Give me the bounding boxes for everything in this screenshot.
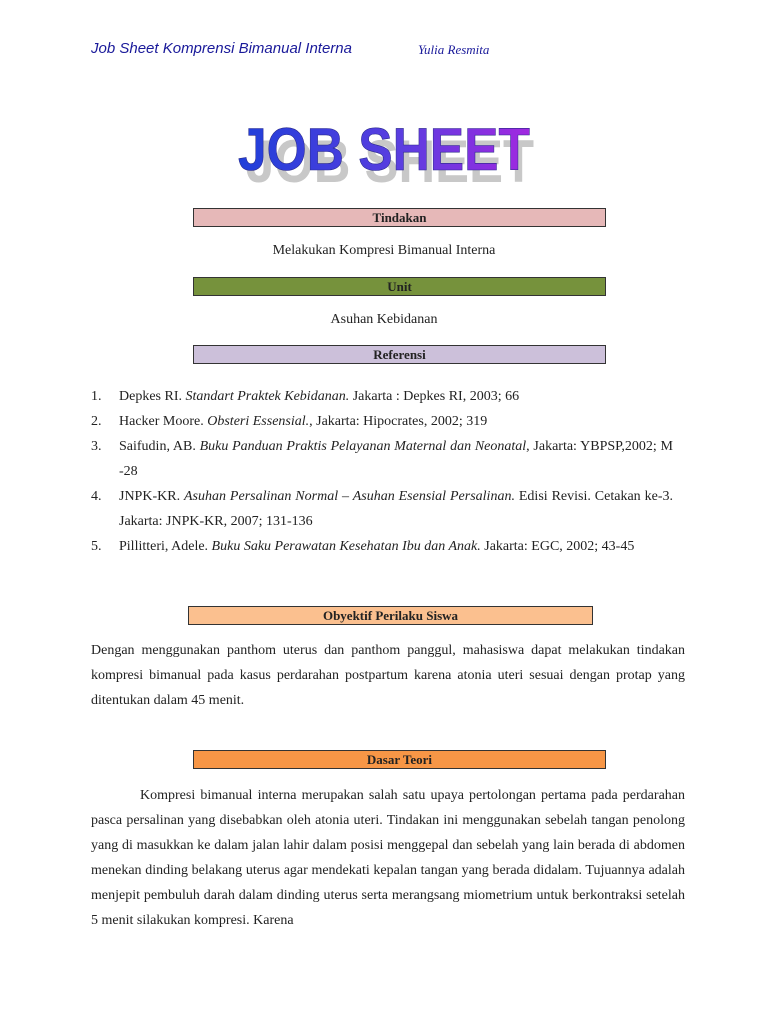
reference-list (91, 384, 673, 559)
document-author: Yulia Resmita (418, 42, 490, 57)
reference-publisher: Jakarta: EGC, 2002; 43-45 (480, 539, 635, 554)
dasar-teori-text: Kompresi bimanual interna merupakan salah satu upaya pertolongan pertama pada perdarahan pasca persalinan yang disebabkan oleh atonia uteri. Tindakan ini menggunakan sebelah tangan penolong yang di masukkan ke dalam jalan lahir dalam posisi menggepal dan sebelah yang lain berada di abdomen menekan dinding belakang uterus agar mendekati kepalan tangan yang berada didalam. Tujuannya adalah menjepit pembuluh darah dalam dinding uterus serta merangsang miometrium untuk berkontraksi setelah 5 menit silakukan kompresi. Karena (91, 788, 685, 928)
reference-title: Asuhan Persalinan Normal – Asuhan Esensial Persalinan. (184, 489, 515, 504)
document-header-title: Job Sheet Komprensi Bimanual Interna (91, 40, 352, 57)
wordart-main: JOB SHEET (238, 116, 530, 183)
reference-item (91, 484, 673, 534)
wordart-shadow: JOB SHEET (246, 128, 534, 190)
reference-item (91, 409, 673, 434)
reference-author: Pillitteri, Adele. (119, 539, 212, 554)
reference-number: 2. (91, 414, 102, 429)
obyektif-text: Dengan menggunakan panthom uterus dan panthom panggul, mahasiswa dapat melakukan tindakan kompresi bimanual pada kasus perdarahan postpartum karena atonia uteri sesuai dengan protap yang ditentukan dalam 45 menit. (91, 643, 685, 708)
unit-heading: Unit (193, 277, 606, 296)
reference-title: Obsteri Essensial. (207, 414, 310, 429)
reference-item (91, 534, 673, 559)
reference-title: Buku Panduan Praktis Pelayanan Maternal dan Neonatal (199, 439, 527, 454)
reference-author: Depkes RI. (119, 389, 186, 404)
referensi-heading: Referensi (193, 345, 606, 364)
tindakan-value: Melakukan Kompresi Bimanual Interna (272, 243, 496, 258)
reference-author: Hacker Moore. (119, 414, 208, 429)
unit-value: Asuhan Kebidanan (330, 312, 438, 327)
obyektif-heading: Obyektif Perilaku Siswa (188, 606, 593, 625)
reference-publisher: , Jakarta: YBPSP,2002; M -28 (119, 439, 673, 479)
reference-title: Standart Praktek Kebidanan. (185, 389, 350, 404)
reference-number: 4. (91, 489, 102, 504)
reference-title: Buku Saku Perawatan Kesehatan Ibu dan Anak. (211, 539, 481, 554)
reference-publisher: Edisi Revisi. Cetakan ke-3. Jakarta: JNPK-KR, 2007; 131-136 (119, 489, 673, 529)
reference-author: JNPK-KR. (119, 489, 184, 504)
reference-number: 3. (91, 439, 102, 454)
reference-item (91, 434, 673, 484)
reference-publisher: , Jakarta: Hipocrates, 2002; 319 (309, 414, 488, 429)
reference-item (91, 384, 673, 409)
reference-number: 1. (91, 389, 102, 404)
tindakan-heading: Tindakan (193, 208, 606, 227)
dasar-teori-heading: Dasar Teori (193, 750, 606, 769)
reference-publisher: Jakarta : Depkes RI, 2003; 66 (349, 389, 520, 404)
reference-author: Saifudin, AB. (119, 439, 200, 454)
job-sheet-wordart (0, 108, 768, 188)
reference-number: 5. (91, 539, 102, 554)
